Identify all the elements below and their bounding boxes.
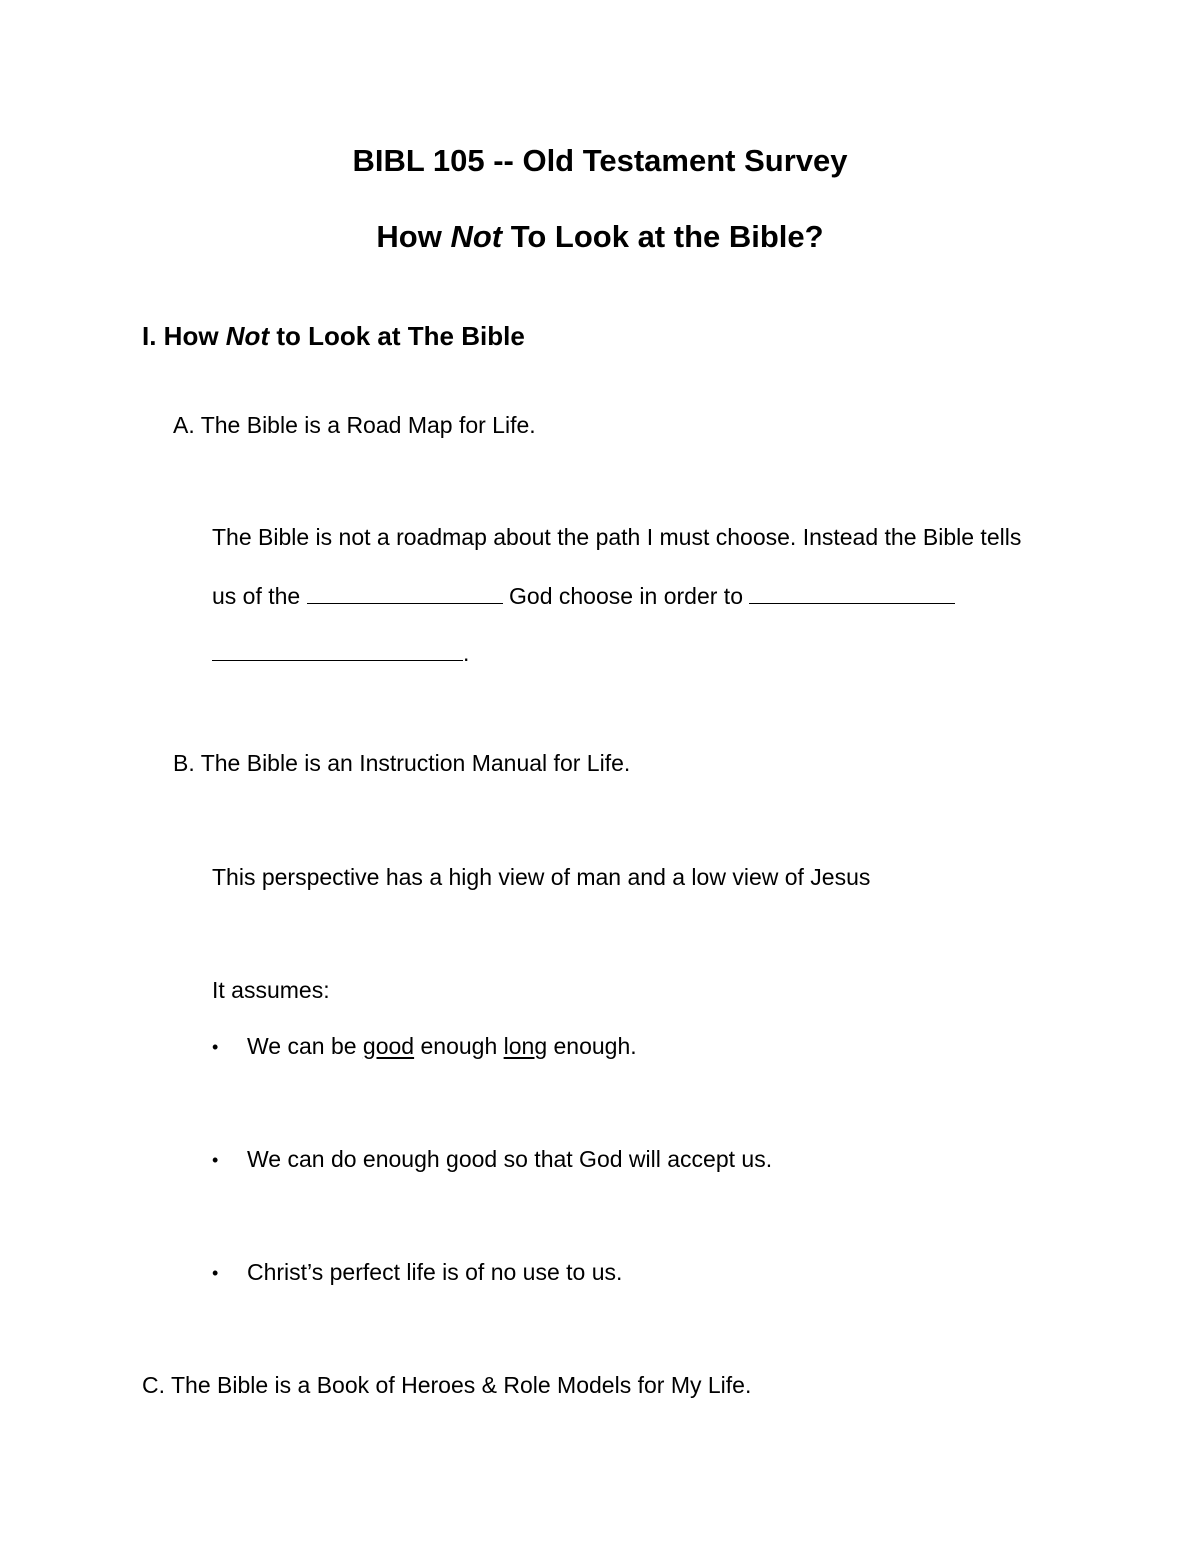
course-title	[0, 145, 1200, 176]
section-heading-emphasis: Not	[225, 321, 270, 351]
item-a-line-2	[212, 583, 955, 608]
subtitle-text-pre: How	[376, 219, 451, 254]
item-b-perspective: This perspective has a high view of man and a low view of Jesus	[212, 864, 871, 890]
item-a-label: A. The Bible is a Road Map for Life.	[173, 412, 536, 438]
fill-in-blank-1[interactable]	[307, 583, 503, 604]
item-a-line-3-end: .	[463, 640, 470, 666]
bullet-1-underlined-good: good	[362, 1033, 415, 1059]
bullet-2-text: We can do enough good so that God will accept us.	[247, 1146, 773, 1172]
bullet-3-text: Christ’s perfect life is of no use to us.	[247, 1259, 623, 1285]
bullet-1-text-c: enough.	[547, 1033, 637, 1059]
item-a-line-1: The Bible is not a roadmap about the path I must choose. Instead the Bible tells	[212, 524, 1022, 550]
bullet-1-text	[247, 1035, 637, 1058]
bullet-1-icon: •	[212, 1037, 219, 1057]
bullet-1-text-b: enough	[414, 1033, 504, 1059]
bullet-3-icon: •	[212, 1263, 219, 1283]
item-c-label: C. The Bible is a Book of Heroes & Role Models for My Life.	[142, 1372, 752, 1398]
fill-in-blank-3[interactable]	[212, 640, 463, 661]
section-heading-post: to Look at The Bible	[269, 321, 525, 351]
fill-in-blank-2[interactable]	[749, 583, 955, 604]
bullet-2-icon: •	[212, 1150, 219, 1170]
section-heading-pre: I. How	[142, 321, 226, 351]
section-heading	[142, 323, 525, 349]
subtitle-emphasis: Not	[450, 219, 503, 254]
bullet-1-underlined-long: long	[503, 1033, 548, 1059]
item-b-assumes: It assumes:	[212, 977, 330, 1003]
page-subtitle	[0, 221, 1200, 252]
item-a-line-2-mid: God choose in order to	[502, 583, 750, 609]
item-b-label: B. The Bible is an Instruction Manual for Life.	[173, 750, 631, 776]
item-a-line-3	[212, 640, 469, 665]
subtitle-text-post: To Look at the Bible?	[502, 219, 824, 254]
course-title-text: BIBL 105 -- Old Testament Survey	[352, 143, 848, 178]
bullet-1-text-a: We can be	[247, 1033, 363, 1059]
item-a-line-2-pre: us of the	[212, 583, 307, 609]
